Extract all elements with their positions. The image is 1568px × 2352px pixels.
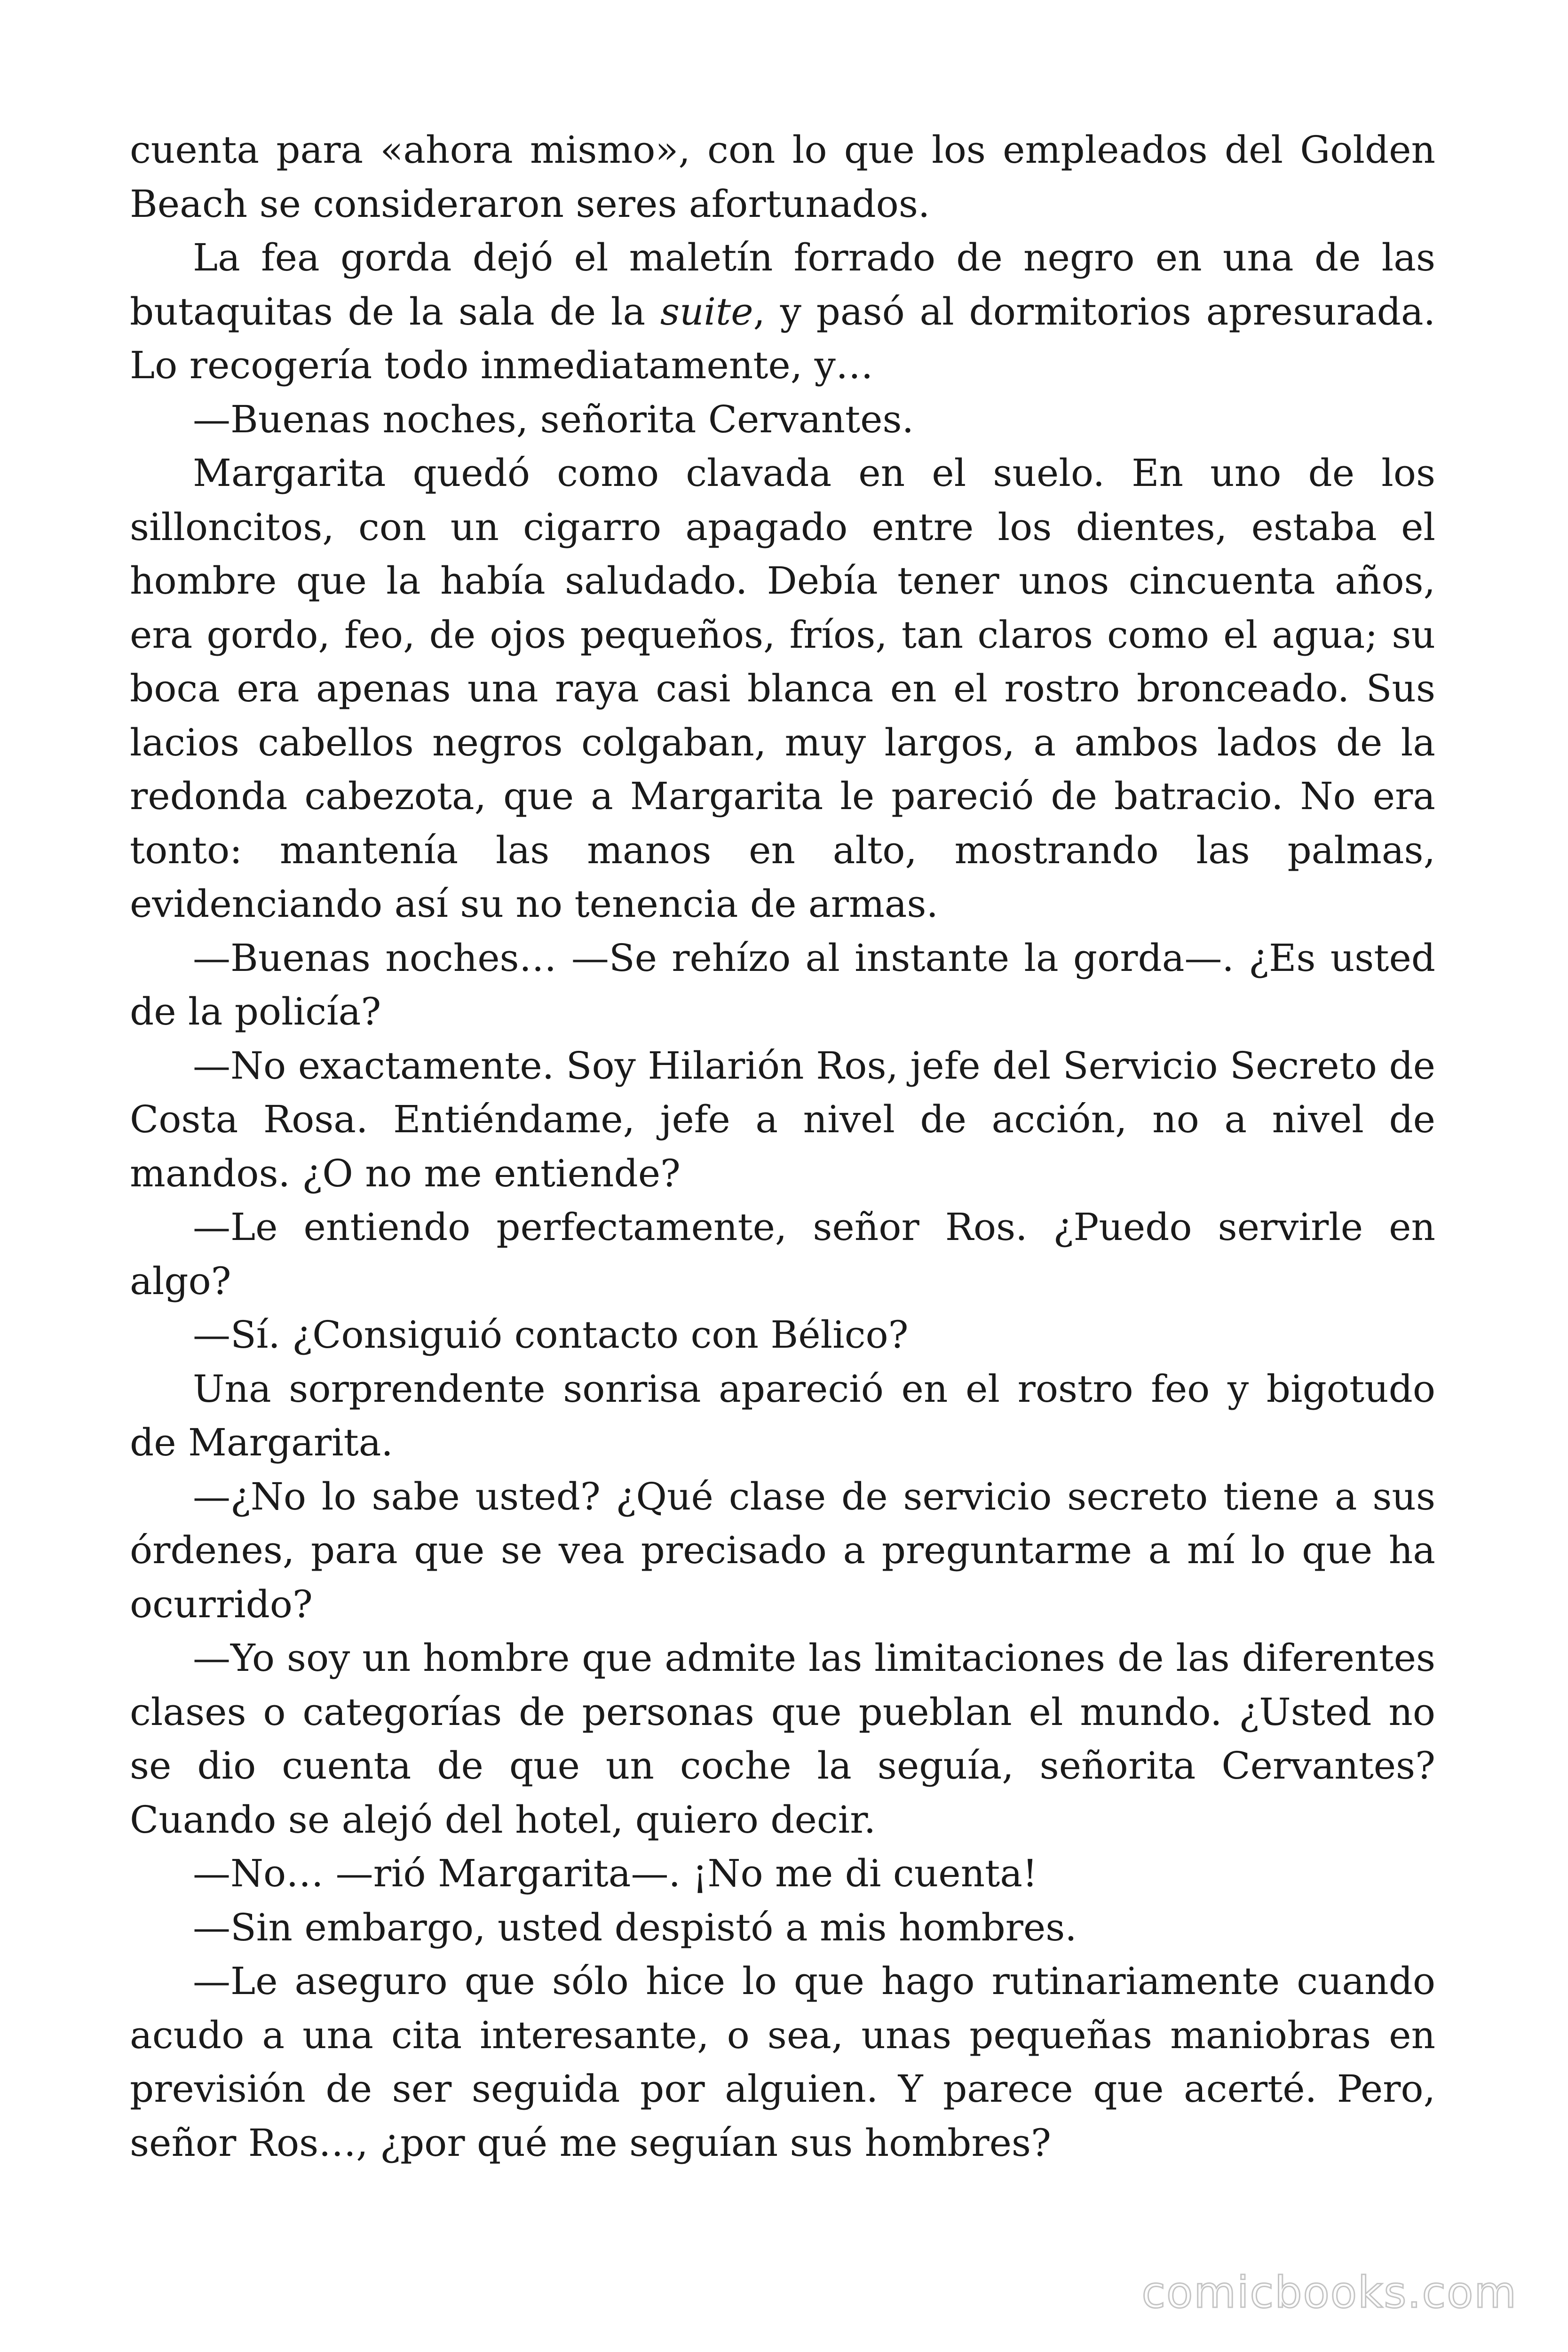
paragraph-text: —No exactamente. Soy Hilarión Ros, jefe del Servicio Secreto de Costa Rosa. Entiéndame, jefe a nivel de acción, no a nivel de mandos. ¿O no me entiende? bbox=[130, 1043, 1435, 1195]
paragraph bbox=[130, 1631, 1435, 1847]
paragraph-text: Margarita quedó como clavada en el suelo. En uno de los silloncitos, con un cigarro apagado entre los dientes, estaba el hombre que la había saludado. Debía tener unos cincuenta años, era gordo, feo, de ojos pequeños, fríos, tan claros como el agua; su boca era apenas una raya casi blanca en el rostro bronceado. Sus lacios cabellos negros colgaban, muy largos, a ambos lados de la redonda cabezota, que a Margarita le pareció de batracio. No era tonto: mantenía las manos en alto, mostrando las palmas, evidenciando así su no tenencia de armas. bbox=[130, 451, 1435, 926]
site-watermark: comicbooks.com bbox=[1141, 2267, 1517, 2318]
paragraph bbox=[130, 1308, 1435, 1362]
paragraph-text: cuenta para «ahora mismo», con lo que los empleados del Golden Beach se consideraron seres afortunados. bbox=[130, 128, 1435, 226]
paragraph bbox=[130, 1200, 1435, 1308]
paragraph bbox=[130, 1901, 1435, 1955]
body-text bbox=[130, 123, 1435, 2170]
paragraph bbox=[130, 393, 1435, 447]
paragraph bbox=[130, 123, 1435, 231]
paragraph bbox=[130, 1362, 1435, 1470]
paragraph bbox=[130, 1039, 1435, 1201]
paragraph-text: —Buenas noches… —Se rehízo al instante la gorda—. ¿Es usted de la policía? bbox=[130, 936, 1435, 1033]
paragraph-text: —No… —rió Margarita—. ¡No me di cuenta! bbox=[193, 1851, 1038, 1895]
paragraph bbox=[130, 1955, 1435, 2170]
paragraph bbox=[130, 446, 1435, 931]
italic-text: suite bbox=[660, 289, 753, 334]
paragraph bbox=[130, 1470, 1435, 1632]
paragraph bbox=[130, 931, 1435, 1039]
paragraph-text: Una sorprendente sonrisa apareció en el rostro feo y bigotudo de Margarita. bbox=[130, 1367, 1435, 1464]
paragraph-text: La fea gorda dejó el maletín forrado de negro en una de las butaquitas de la sala de la bbox=[130, 236, 1435, 334]
paragraph-text: —Buenas noches, señorita Cervantes. bbox=[193, 397, 914, 441]
paragraph-text: —Le entiendo perfectamente, señor Ros. ¿Puedo servirle en algo? bbox=[130, 1205, 1435, 1303]
paragraph-text: —Yo soy un hombre que admite las limitaciones de las diferentes clases o categorías de personas que pueblan el mundo. ¿Usted no se dio cuenta de que un coche la seguía, señorita Cervantes? Cuando se alejó del hotel, quiero decir. bbox=[130, 1636, 1435, 1842]
paragraph bbox=[130, 231, 1435, 393]
paragraph-text: —Sin embargo, usted despistó a mis hombres. bbox=[193, 1905, 1077, 1949]
paragraph-text: —Sí. ¿Consiguió contacto con Bélico? bbox=[193, 1313, 909, 1357]
paragraph-text: , y pasó al dormitorios apresurada. Lo recogería todo inmediatamente, y… bbox=[130, 289, 1435, 387]
paragraph-text: —Le aseguro que sólo hice lo que hago rutinariamente cuando acudo a una cita interesante, o sea, unas pequeñas maniobras en previsión de ser seguida por alguien. Y parece que acerté. Pero, señor Ros…, ¿por qué me seguían sus hombres? bbox=[130, 1959, 1435, 2165]
paragraph-text: —¿No lo sabe usted? ¿Qué clase de servicio secreto tiene a sus órdenes, para que se vea precisado a preguntarme a mí lo que ha ocurrido? bbox=[130, 1474, 1435, 1626]
paragraph bbox=[130, 1847, 1435, 1901]
